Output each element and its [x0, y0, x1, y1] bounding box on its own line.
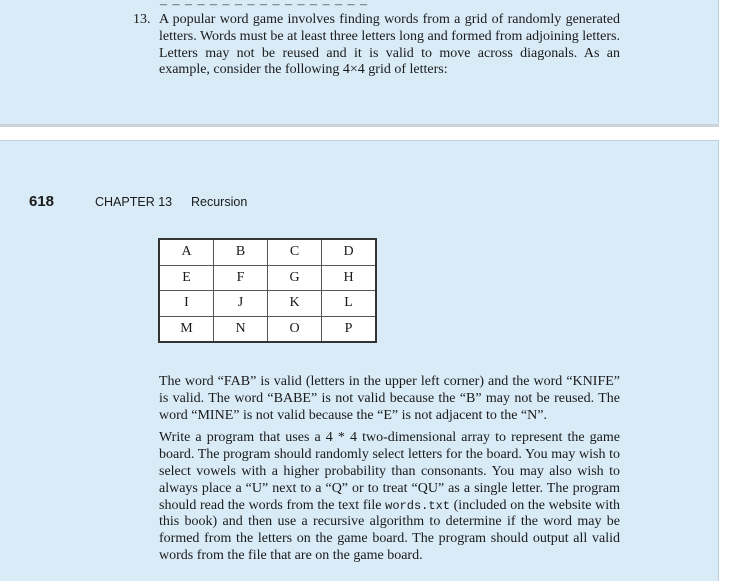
- exercise-13: [133, 12, 620, 79]
- grid-cell: P: [322, 316, 377, 342]
- grid-cell: L: [322, 291, 377, 317]
- page-number: 618: [29, 193, 55, 210]
- section-label: Recursion: [191, 195, 248, 209]
- grid-cell: B: [214, 239, 268, 265]
- grid-row: [159, 291, 376, 317]
- clipped-text-line: ‒ ‒ ‒ ‒ ‒ ‒ ‒ ‒ ‒ ‒ ‒ ‒ ‒ ‒ ‒ ‒ ‒: [160, 0, 368, 12]
- chapter-label: CHAPTER 13: [95, 195, 173, 209]
- grid-cell: D: [322, 239, 377, 265]
- grid-cell: A: [159, 239, 214, 265]
- grid-cell: K: [268, 291, 322, 317]
- grid-row: [159, 265, 376, 291]
- spec-text-end: (included on the website with this book) and then use a recursive algorithm to determine if the word may be formed from the letters on the game board. The program should output all valid words from the file that are on the game board.: [159, 497, 620, 563]
- paragraph-valid-words: The word “FAB” is valid (letters in the upper left corner) and the word “KNIFE” is valid. The word “BABE” is not valid because the “B” may not be reused. The word “MINE” is not valid because the “E” is not adjacent to the “N”.: [159, 374, 620, 423]
- paragraph-program-spec: [159, 430, 620, 564]
- grid-cell: N: [214, 316, 268, 342]
- exercise-text: A popular word game involves finding words from a grid of randomly generated letters. Words must be at least three letters long and formed from adjoining letters. Letters may not be reused and it is valid to move across diagonals. As an example, consider the following 4×4 grid of letters:: [159, 12, 620, 78]
- grid-cell: G: [268, 265, 322, 291]
- grid-cell: F: [214, 265, 268, 291]
- grid-row: [159, 239, 376, 265]
- exercise-body: [159, 374, 620, 565]
- grid-cell: H: [322, 265, 377, 291]
- grid-cell: J: [214, 291, 268, 317]
- grid-cell: M: [159, 316, 214, 342]
- grid-cell: I: [159, 291, 214, 317]
- file-name: words.txt: [385, 498, 450, 513]
- grid-cell: E: [159, 265, 214, 291]
- grid-cell: O: [268, 316, 322, 342]
- page-separator: [0, 124, 719, 127]
- grid-cell: C: [268, 239, 322, 265]
- exercise-number: 13.: [133, 12, 151, 27]
- letter-grid: [158, 238, 377, 343]
- grid-row: [159, 316, 376, 342]
- spec-text-start: Write a program that uses a 4 * 4 two-dimensional array to represent the game board. The program should randomly select letters for the board. You may wish to select vowels with a higher probability than consonants. You may also wish to always place a “U” next to a “Q” or to treat “QU” as a single letter. The program should read the words from the text file: [159, 430, 620, 513]
